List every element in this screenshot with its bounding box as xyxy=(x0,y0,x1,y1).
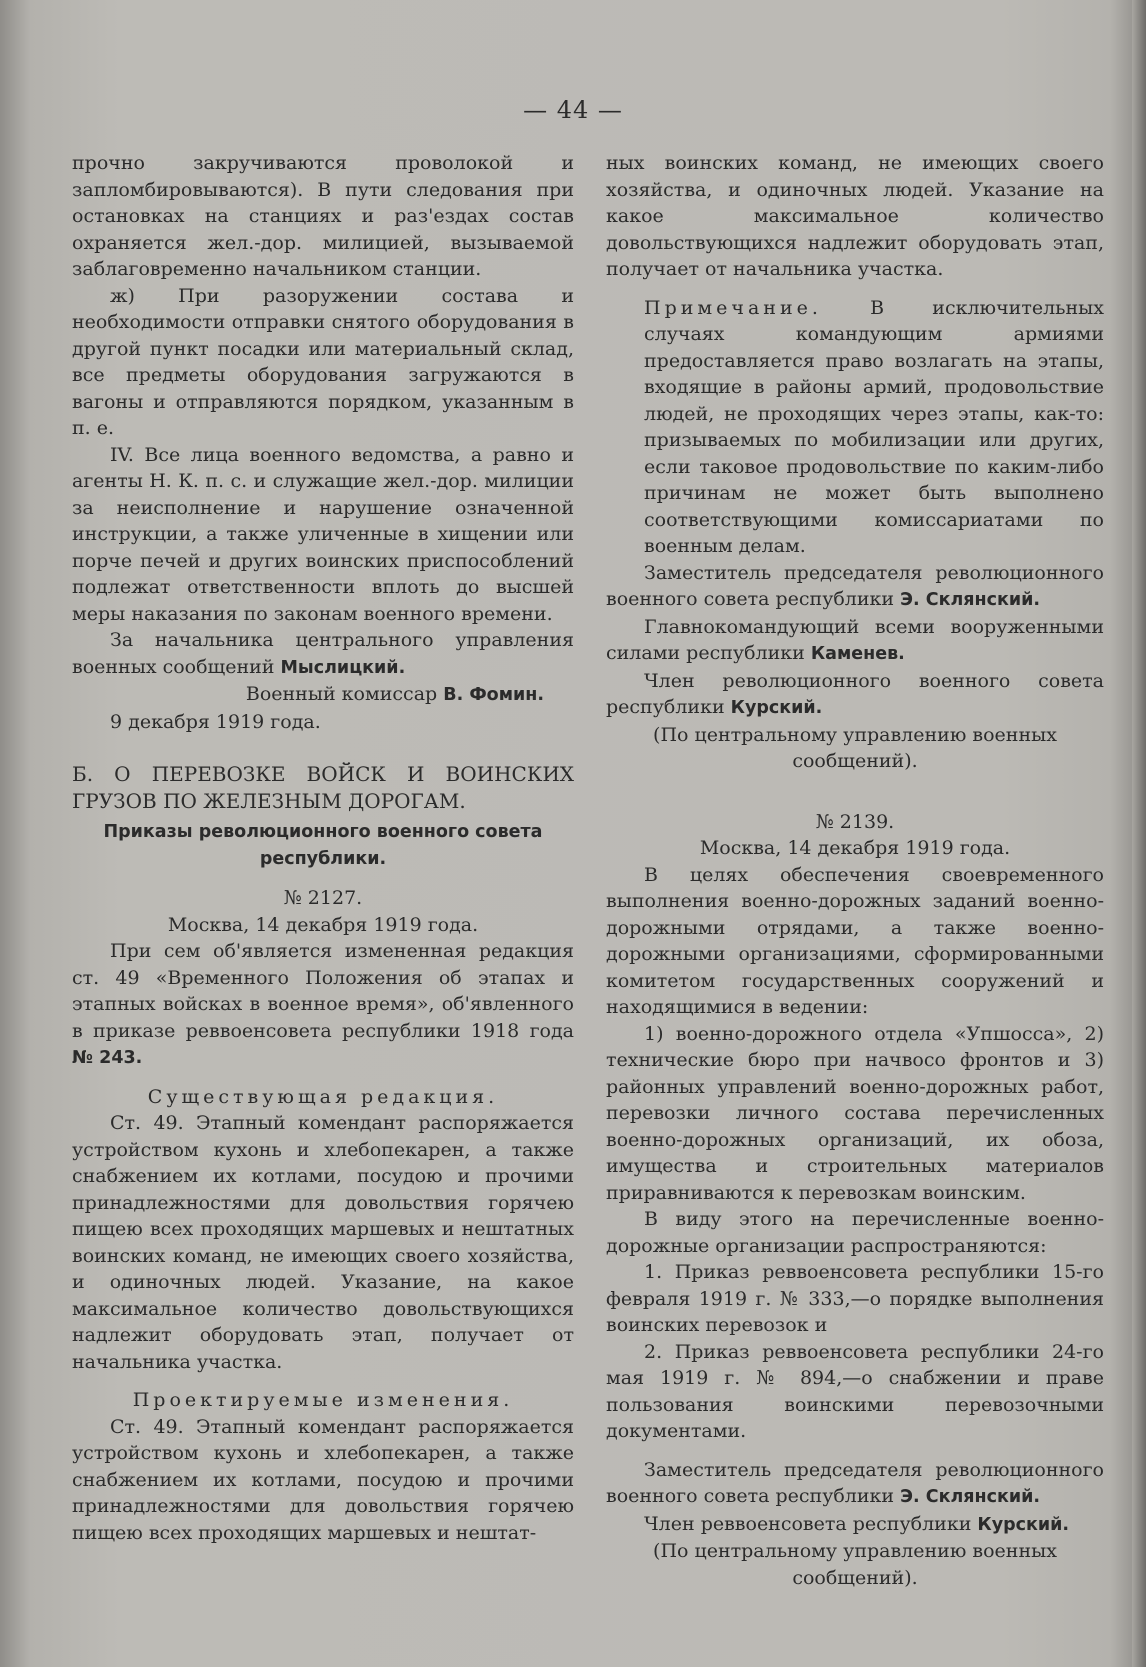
page-edge-shadow xyxy=(1132,0,1146,1667)
signature-block-5 xyxy=(606,668,1104,722)
signature-name: Мыслицкий. xyxy=(280,657,406,678)
signature-block-1 xyxy=(72,627,574,681)
left-paragraph-4-text: При сем об'является измененная редакция ст. 49 «Временного Положения об этапах и этапных войсках в военное время», об'явленного в приказе реввоенсовета республики 1918 года xyxy=(72,940,574,1042)
signature-name: Каменев. xyxy=(810,644,905,664)
source-note-2: (По центральному управлению военных сообщений). xyxy=(653,1540,1057,1589)
proposed-changes-label: Проектируемые изменения. xyxy=(132,1389,514,1411)
order-number: № 2139. xyxy=(815,810,895,833)
right-column xyxy=(606,150,1104,1591)
signature-name: Э. Склянский. xyxy=(900,590,1041,610)
right-paragraph-4: В виду этого на перечисленные военно-дорожные организации распространяются: xyxy=(606,1208,1104,1257)
left-paragraph-5: Ст. 49. Этапный комендант распоряжается устройством кухонь и хлебопекарен, а также снабжением их котлами, посудою и прочими принадлежностями для довольствия горячею пищею всех проходящих маршевых и нештатных воинских команд, не имеющих своего хозяйства, и одиночных людей. Указание, на какое максимальное количество довольствующихся надлежит оборудовать этап, получает от начальника участка. xyxy=(72,1112,574,1373)
signature-title: За начальника центрального управления военных сообщений xyxy=(72,629,574,678)
left-column xyxy=(72,150,574,1546)
left-paragraph-1: прочно закручиваются проволокой и запломбировываются). В пути следования при остановках на станциях и раз'ездах состав охраняется жел.-дор. милицией, вызываемой заблаговременно начальником станции. xyxy=(72,152,574,280)
signature-name: В. Фомин. xyxy=(443,685,544,705)
page-number: — 44 — xyxy=(523,96,623,124)
left-paragraph-2: ж) При разоружении состава и необходимости отправки снятого оборудования в другой пункт посадки или материальный склад, все предметы оборудования загружаются в вагоны и отправляются порядком, указанным в п. е. xyxy=(72,284,574,439)
note-text: В исключительных случаях командующим армиями предоставляется право возлагать на этапы, входящие в районы армий, продовольствие людей, не проходящих через этапы, как-то: призываемых по мобилизации или других, если таковое продовольствие по каким-либо причинам не может быть выполнено соответствующими комиссариатами по военным делам. xyxy=(644,296,1104,557)
left-paragraph-4-number: № 243. xyxy=(72,1048,143,1068)
signature-title: Заместитель председателя революционного военного совета республики xyxy=(606,561,1104,610)
source-note-1: (По центральному управлению военных сообщений). xyxy=(653,723,1057,772)
left-paragraph-4 xyxy=(72,938,574,1072)
note-block xyxy=(606,295,1104,560)
signature-block-6 xyxy=(606,1457,1104,1511)
right-paragraph-6: 2. Приказ реввоенсовета республики 24-го мая 1919 г. № 894,—о снабжении и праве пользования воинскими перевозочными документами. xyxy=(606,1340,1104,1442)
signature-name: Э. Склянский. xyxy=(900,1487,1041,1507)
right-paragraph-1: ных воинских команд, не имеющих своего хозяйства, и одиночных людей. Указание на какое максимальное количество довольствующихся надлежит оборудовать этап, получает от начальника участка. xyxy=(606,152,1104,280)
section-subheading: Приказы революционного военного совета республики. xyxy=(103,822,543,869)
note-label: Примечание. xyxy=(644,296,822,319)
signature-title: Заместитель председателя революционного военного совета республики xyxy=(606,1458,1104,1507)
signature-title: Главнокомандующий всеми вооруженными силами республики xyxy=(606,615,1104,664)
signature-block-4 xyxy=(606,614,1104,668)
order-date: Москва, 14 декабря 1919 года. xyxy=(167,913,479,936)
signature-block-2 xyxy=(72,681,574,709)
document-date: 9 декабря 1919 года. xyxy=(110,710,321,733)
existing-version-label: Существующая редакция. xyxy=(147,1085,499,1108)
order-date: Москва, 14 декабря 1919 года. xyxy=(699,837,1011,859)
order-number: № 2127. xyxy=(283,887,363,909)
signature-name: Курский. xyxy=(730,698,823,718)
left-paragraph-3: IV. Все лица военного ведомства, а равно и агенты Н. К. п. с. и служащие жел.-дор. милиции за неисполнение и нарушение означенной инструкции, а также уличенные в хищении или порче печей и других воинских приспособлений подлежат ответственности вплоть до высшей меры наказания по законам военного времени. xyxy=(72,443,574,625)
right-paragraph-2: В целях обеспечения своевременного выполнения военно-дорожных заданий военно-дорожными отрядами, а также военно-дорожными организациями, сформированными комитетом государственных сооружений и находящимися в ведении: xyxy=(606,863,1104,1018)
right-paragraph-3: 1) военно-дорожного отдела «Упшосса», 2) технические бюро при начвосо фронтов и 3) районных управлений военно-дорожных работ, перевозки личного состава перечисленных военно-дорожных организаций, их обоза, имущества и строительных материалов приравниваются к перевозкам воинским. xyxy=(606,1022,1104,1204)
signature-name: Курский. xyxy=(977,1514,1070,1535)
signature-title: Член реввоенсовета республики xyxy=(644,1512,972,1535)
signature-title: Военный комиссар xyxy=(245,683,438,705)
signature-block-7 xyxy=(606,1511,1104,1539)
signature-title: Член революционного военного совета республики xyxy=(606,669,1104,718)
signature-block-3 xyxy=(606,560,1104,614)
left-paragraph-6: Ст. 49. Этапный комендант распоряжается устройством кухонь и хлебопекарен, а также снабжением их котлами, посудою и прочими принадлежностями для довольствия горячею пищею всех проходящих маршевых и нештат- xyxy=(72,1415,574,1544)
section-heading: Б. О ПЕРЕВОЗКЕ ВОЙСК И ВОИНСКИХ ГРУЗОВ ПО ЖЕЛЕЗНЫМ ДОРОГАМ. xyxy=(72,762,574,813)
right-paragraph-5: 1. Приказ реввоенсовета республики 15-го февраля 1919 г. № 333,—о порядке выполнения воинских перевозок и xyxy=(606,1261,1104,1336)
